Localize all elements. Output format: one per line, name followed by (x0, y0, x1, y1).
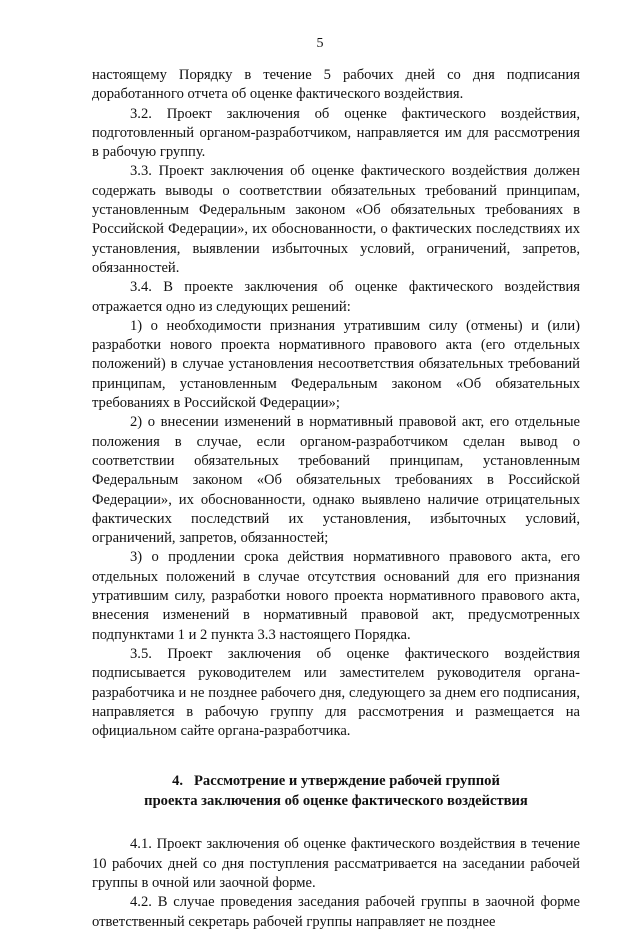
paragraph-3-3: 3.3. Проект заключения об оценке фактического воздействия должен содержать выводы о соответствии обязательных требований принципам, установленным Федеральным законом «Об обязательных требованиях в Российской Федерации», их обоснованности, о фактических последствиях их установления, выявлении избыточных условий, ограничений, запретов, обязанностей. (92, 163, 580, 276)
list-item-1: 1) о необходимости признания утратившим силу (отмены) и (или) разработки нового проекта нормативного правового акта (его отдельных положений) в случае установления несоответствия обязательных требований принципам, установленным Федеральным законом «Об обязательных требованиях в Российской Федерации»; (92, 317, 580, 412)
list-item-3: 3) о продлении срока действия нормативного правового акта, его отдельных положений в случае отсутствия оснований для его признания утратившим силу, разработки нового проекта нормативного правового акта, внесения изменений в нормативный правовой акт, предусмотренных подпунктами 1 и 2 пункта 3.3 настоящего Порядка. (92, 549, 580, 643)
paragraph-4-1: 4.1. Проект заключения об оценке фактического воздействия в течение 10 рабочих дней со дня поступления рассматривается на заседании рабочей группы в очной или заочной форме. (92, 836, 580, 891)
paragraph-3-2: 3.2. Проект заключения об оценке фактического воздействия, подготовленный органом-разработчиком, направляется им для рассмотрения в рабочую группу. (92, 105, 580, 161)
list-item-2: 2) о внесении изменений в нормативный правовой акт, его отдельные положения в случае, если органом-разработчиком сделан вывод о соответствии обязательных требований принципам, установленным Федеральным законом «Об обязательных требованиях в Российской Федерации», их обоснованности, однако выявлено наличие отрицательных фактических последствий их установления, избыточных условий, ограничений, запретов, обязанностей; (92, 414, 580, 547)
paragraph-3-5: 3.5. Проект заключения об оценке фактического воздействия подписывается руководителем или заместителем руководителя органа-разработчика и не позднее рабочего дня, следующего за днем его подписания, направляется в рабочую группу для рассмотрения и размещается на официальном сайте органа-разработчика. (92, 645, 580, 740)
section-heading-line-1: 4. Рассмотрение и утверждение рабочей группой (172, 773, 500, 790)
section-heading (92, 772, 580, 811)
section-heading-line-2: проекта заключения об оценке фактического воздействия (144, 792, 528, 809)
paragraph-3-4: 3.4. В проекте заключения об оценке фактического воздействия отражается одно из следующих решений: (92, 279, 580, 315)
document-body (92, 66, 580, 932)
page-number: 5 (316, 36, 324, 51)
paragraph-4-2: 4.2. В случае проведения заседания рабочей группы в заочной форме ответственный секретарь рабочей группы направляет не позднее (92, 894, 580, 930)
paragraph: настоящему Порядку в течение 5 рабочих дней со дня подписания доработанного отчета об оценке фактического воздействия. (92, 67, 580, 103)
